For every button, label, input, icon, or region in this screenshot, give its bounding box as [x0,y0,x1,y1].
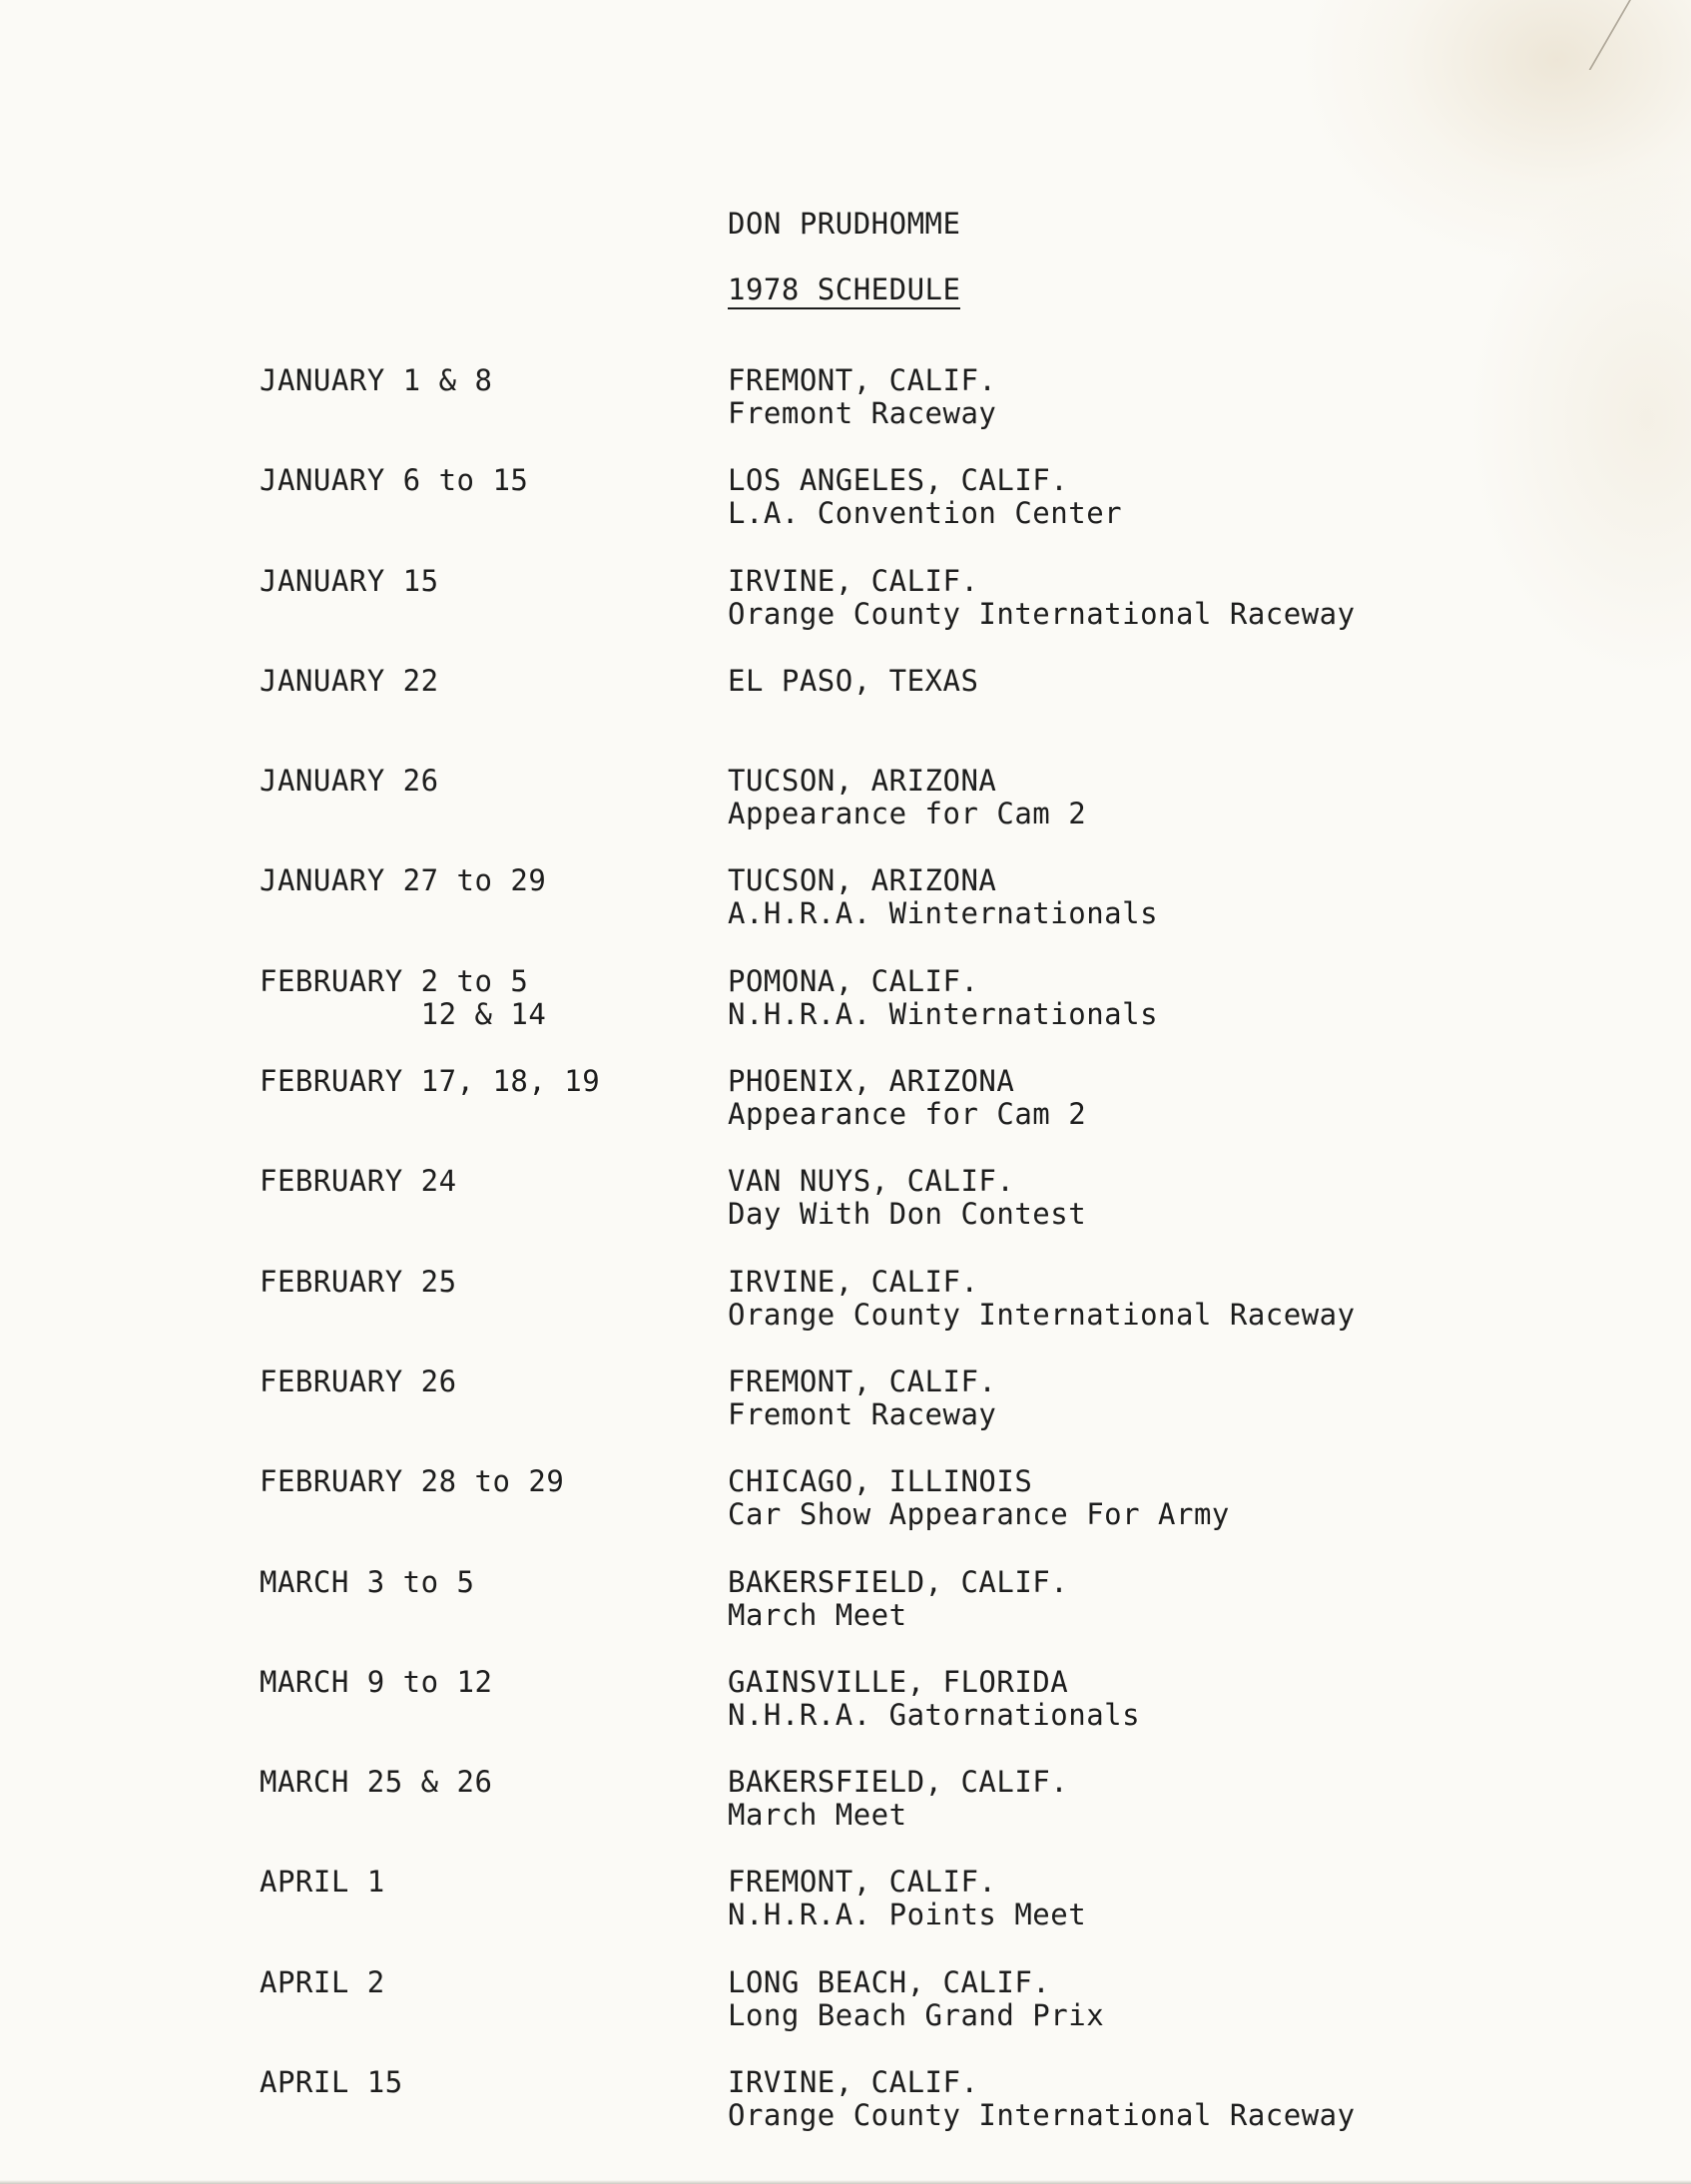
schedule-venue: Fremont Raceway [728,1396,997,1431]
schedule-entry [0,565,1691,665]
schedule-entry [0,965,1691,1065]
schedule-city: TUCSON, ARIZONA [728,764,997,799]
schedule-date: JANUARY 22 [260,663,439,698]
schedule-date: FEBRUARY 26 [260,1364,457,1398]
schedule-date: APRIL 15 [260,2065,403,2100]
schedule-venue: March Meet [728,1798,907,1833]
schedule-city: IRVINE, CALIF. [728,1264,979,1299]
schedule-city: BAKERSFIELD, CALIF. [728,1765,1069,1800]
schedule-venue: Long Beach Grand Prix [728,1997,1105,2032]
schedule-location [728,1266,1356,1332]
schedule-city: POMONA, CALIF. [728,963,979,998]
schedule-location [728,364,996,430]
schedule-venue: Car Show Appearance For Army [728,1497,1230,1532]
schedule-city: GAINSVILLE, FLORIDA [728,1664,1069,1699]
schedule-date: MARCH 9 to 12 [260,1664,493,1699]
schedule-entry [0,1566,1691,1666]
schedule-venue: Orange County International Raceway [728,1297,1356,1332]
page-bottom-edge [0,2180,1691,2184]
schedule-city: FREMONT, CALIF. [728,1865,997,1900]
schedule-venue: Orange County International Raceway [728,596,1356,631]
schedule-location [728,1666,1140,1732]
schedule-location [728,864,1158,930]
document-subtitle: 1978 SCHEDULE [728,273,960,309]
schedule-list [0,364,1691,2166]
schedule-venue: Fremont Raceway [728,396,997,430]
schedule-location [728,1365,996,1431]
schedule-date: JANUARY 1 & 8 [260,363,493,397]
schedule-venue: Appearance for Cam 2 [728,1097,1087,1132]
schedule-date: MARCH 25 & 26 [260,1765,493,1800]
schedule-entry [0,1165,1691,1265]
schedule-city: BAKERSFIELD, CALIF. [728,1564,1069,1599]
schedule-venue: Appearance for Cam 2 [728,797,1087,831]
schedule-location [728,464,1122,530]
schedule-venue: Day With Don Contest [728,1197,1087,1232]
page-fold-mark [1589,0,1691,70]
schedule-entry [0,864,1691,964]
schedule-entry [0,364,1691,464]
schedule-city: IRVINE, CALIF. [728,2065,979,2100]
schedule-date: JANUARY 15 [260,563,439,598]
schedule-location [728,765,1086,830]
schedule-date: FEBRUARY 25 [260,1264,457,1299]
schedule-entry [0,1465,1691,1565]
schedule-entry [0,665,1691,765]
schedule-location [728,1566,1068,1632]
schedule-date: FEBRUARY 24 [260,1164,457,1199]
schedule-city: LOS ANGELES, CALIF. [728,463,1069,498]
schedule-location [728,665,978,698]
schedule-city: VAN NUYS, CALIF. [728,1164,1015,1199]
schedule-city: EL PASO, TEXAS [728,663,979,698]
schedule-location [728,1966,1104,2032]
schedule-location [728,1065,1086,1131]
schedule-city: FREMONT, CALIF. [728,1364,997,1398]
schedule-location [728,1465,1230,1531]
schedule-date: APRIL 2 [260,1964,385,1999]
schedule-city: LONG BEACH, CALIF. [728,1964,1051,1999]
schedule-location [728,965,1158,1031]
schedule-city: FREMONT, CALIF. [728,363,997,397]
schedule-date: FEBRUARY 28 to 29 [260,1464,565,1499]
schedule-entry [0,1666,1691,1766]
schedule-date: APRIL 1 [260,1865,385,1900]
schedule-entry [0,1966,1691,2066]
schedule-venue: N.H.R.A. Winternationals [728,996,1159,1031]
schedule-venue: Orange County International Raceway [728,2098,1356,2133]
schedule-venue: A.H.R.A. Winternationals [728,896,1159,931]
schedule-entry [0,1365,1691,1465]
schedule-date: FEBRUARY 17, 18, 19 [260,1064,601,1099]
schedule-date: JANUARY 27 to 29 [260,863,547,898]
document-header [728,204,960,309]
schedule-city: CHICAGO, ILLINOIS [728,1464,1033,1499]
document-title: DON PRUDHOMME [728,207,961,241]
schedule-city: TUCSON, ARIZONA [728,863,997,898]
schedule-city: PHOENIX, ARIZONA [728,1064,1015,1099]
schedule-date: FEBRUARY 2 to 5 12 & 14 [260,963,547,1031]
schedule-city: IRVINE, CALIF. [728,563,979,598]
schedule-entry [0,1266,1691,1365]
schedule-location [728,565,1356,631]
schedule-date: JANUARY 26 [260,764,439,799]
schedule-venue: L.A. Convention Center [728,496,1123,531]
schedule-entry [0,464,1691,564]
schedule-location [728,1766,1068,1832]
schedule-date: JANUARY 6 to 15 [260,463,529,498]
schedule-location [728,1165,1086,1231]
schedule-entry [0,1766,1691,1866]
schedule-venue: N.H.R.A. Points Meet [728,1898,1087,1932]
schedule-entry [0,2066,1691,2166]
schedule-entry [0,765,1691,864]
schedule-venue: March Meet [728,1597,907,1632]
schedule-date: MARCH 3 to 5 [260,1564,475,1599]
schedule-entry [0,1866,1691,1965]
schedule-location [728,1866,1086,1931]
schedule-location [728,2066,1356,2132]
schedule-entry [0,1065,1691,1165]
schedule-venue: N.H.R.A. Gatornationals [728,1697,1141,1732]
